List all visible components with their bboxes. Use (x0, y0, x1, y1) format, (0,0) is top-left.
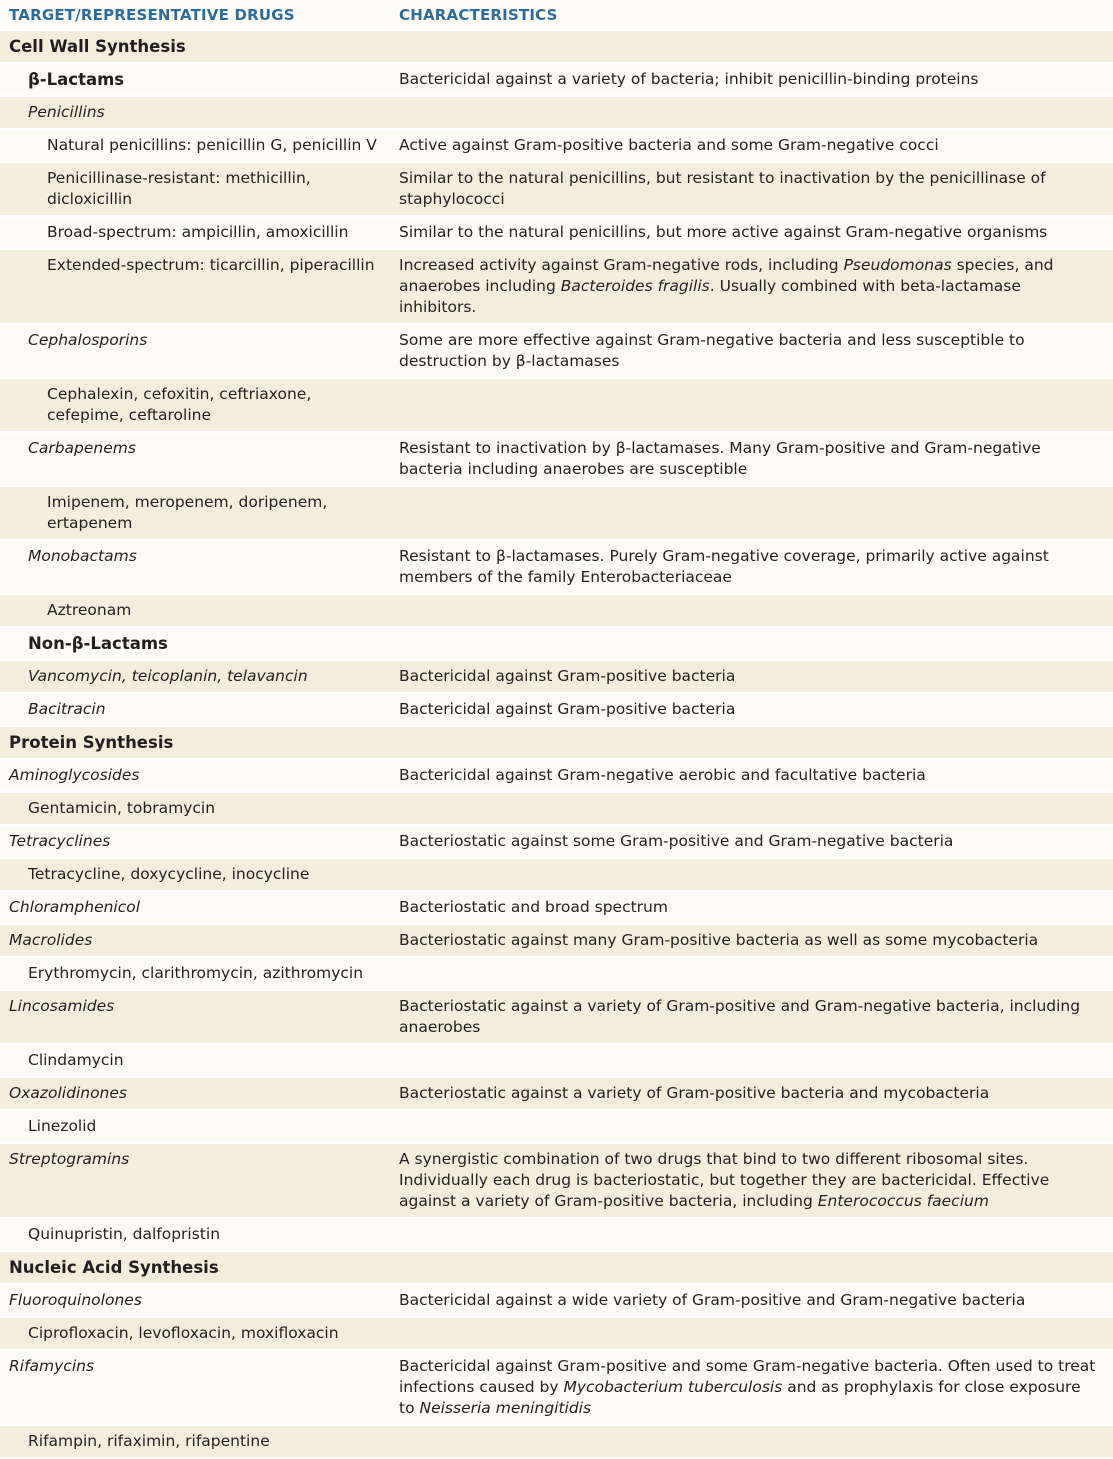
drug-class: Rifamycins (0, 1350, 390, 1425)
drug-class: Bacitracin (0, 693, 390, 726)
text-run: Bactericidal against Gram-positive and some Gram-negative bacteria. Often used to treat infections caused by (399, 1357, 1096, 1396)
table-row (0, 1218, 1113, 1251)
table-row (0, 1284, 1113, 1317)
characteristic-cell (390, 1350, 1113, 1425)
characteristic-cell (390, 1044, 1113, 1077)
table-row (0, 1110, 1113, 1143)
organism-name: Bacteroides fragilis (560, 277, 710, 295)
organism-name: Pseudomonas (843, 256, 952, 274)
drug-names: Cephalexin, cefoxitin, ceftriaxone, cefepime, ceftaroline (0, 378, 390, 432)
table-row (0, 1044, 1113, 1077)
drug-class: Tetracyclines (0, 825, 390, 858)
characteristic-cell (390, 486, 1113, 540)
table-header-row (0, 0, 1113, 30)
table-row (0, 1077, 1113, 1110)
table-row (0, 1317, 1113, 1350)
table-row (0, 924, 1113, 957)
table-row (0, 990, 1113, 1044)
text-run: species, and anaerobes including (399, 256, 1054, 295)
drug-names: Quinupristin, dalfopristin (0, 1218, 390, 1251)
drug-names: Broad-spectrum: ampicillin, amoxicillin (0, 216, 390, 249)
header-characteristics: CHARACTERISTICS (390, 0, 1113, 30)
characteristic-cell: Similar to the natural penicillins, but more active against Gram-negative organisms (390, 216, 1113, 249)
table-row (0, 957, 1113, 990)
table-row (0, 162, 1113, 216)
drug-names: Gentamicin, tobramycin (0, 792, 390, 825)
characteristic-cell (390, 957, 1113, 990)
characteristic-cell (390, 792, 1113, 825)
drug-class: Lincosamides (0, 990, 390, 1044)
drug-class: Chloramphenicol (0, 891, 390, 924)
characteristic-cell (390, 249, 1113, 324)
drug-class: Cephalosporins (0, 324, 390, 378)
characteristic-cell (390, 1251, 1113, 1284)
table-row (0, 96, 1113, 129)
characteristic-cell (390, 627, 1113, 660)
characteristic-cell: Bactericidal against a variety of bacteria; inhibit penicillin-binding proteins (390, 63, 1113, 96)
table-row (0, 1251, 1113, 1284)
characteristic-cell: Bacteriostatic against some Gram-positive and Gram-negative bacteria (390, 825, 1113, 858)
table-row (0, 891, 1113, 924)
section-heading: Nucleic Acid Synthesis (0, 1251, 390, 1284)
drug-class: Macrolides (0, 924, 390, 957)
characteristic-cell (390, 1110, 1113, 1143)
characteristic-cell (390, 726, 1113, 759)
drug-class: Oxazolidinones (0, 1077, 390, 1110)
table-row (0, 1143, 1113, 1218)
text-run: . Usually combined with beta-lactamase inhibitors. (399, 277, 1021, 316)
characteristic-cell: Resistant to inactivation by β-lactamases. Many Gram-positive and Gram-negative bacteria including anaerobes are susceptible (390, 432, 1113, 486)
characteristic-cell (390, 858, 1113, 891)
characteristic-cell: Some are more effective against Gram-negative bacteria and less susceptible to destruction by β-lactamases (390, 324, 1113, 378)
characteristic-cell: Bactericidal against Gram-positive bacteria (390, 693, 1113, 726)
drug-class: Fluoroquinolones (0, 1284, 390, 1317)
drug-class: Aminoglycosides (0, 759, 390, 792)
organism-name: Enterococcus faecium (817, 1192, 989, 1210)
characteristic-cell: Active against Gram-positive bacteria and some Gram-negative cocci (390, 129, 1113, 162)
table-row (0, 594, 1113, 627)
table-row (0, 693, 1113, 726)
drug-names: Clindamycin (0, 1044, 390, 1077)
drug-class: Monobactams (0, 540, 390, 594)
table-row (0, 129, 1113, 162)
drug-names: Penicillinase-resistant: methicillin, dicloxicillin (0, 162, 390, 216)
table-row (0, 486, 1113, 540)
drug-names: Erythromycin, clarithromycin, azithromycin (0, 957, 390, 990)
drug-names: Imipenem, meropenem, doripenem, ertapenem (0, 486, 390, 540)
table-row (0, 660, 1113, 693)
table-row (0, 216, 1113, 249)
characteristic-cell: Bactericidal against Gram-positive bacteria (390, 660, 1113, 693)
characteristic-cell: Bacteriostatic against a variety of Gram-positive and Gram-negative bacteria, including anaerobes (390, 990, 1113, 1044)
table-row (0, 825, 1113, 858)
table-row (0, 30, 1113, 63)
drug-names: Aztreonam (0, 594, 390, 627)
table-row (0, 378, 1113, 432)
drug-names: Tetracycline, doxycycline, inocycline (0, 858, 390, 891)
drug-names: Linezolid (0, 1110, 390, 1143)
section-heading: Protein Synthesis (0, 726, 390, 759)
subsection-heading: β-Lactams (0, 63, 390, 96)
characteristic-cell: Resistant to β-lactamases. Purely Gram-negative coverage, primarily active against members of the family Enterobacteriaceae (390, 540, 1113, 594)
drug-class: Penicillins (0, 96, 390, 129)
table-row (0, 540, 1113, 594)
table-row (0, 249, 1113, 324)
drug-names: Extended-spectrum: ticarcillin, piperacillin (0, 249, 390, 324)
table-row (0, 324, 1113, 378)
subsection-heading: Non-β-Lactams (0, 627, 390, 660)
characteristic-cell (390, 96, 1113, 129)
characteristic-cell (390, 1317, 1113, 1350)
table-row (0, 858, 1113, 891)
table-row (0, 792, 1113, 825)
characteristic-cell (390, 1218, 1113, 1251)
characteristic-cell (390, 30, 1113, 63)
characteristic-cell (390, 1143, 1113, 1218)
table-row (0, 627, 1113, 660)
characteristic-cell (390, 1425, 1113, 1458)
text-run: Increased activity against Gram-negative rods, including (399, 256, 844, 274)
characteristic-cell: Bactericidal against a wide variety of Gram-positive and Gram-negative bacteria (390, 1284, 1113, 1317)
characteristic-cell: Bacteriostatic against a variety of Gram-positive bacteria and mycobacteria (390, 1077, 1113, 1110)
drug-class: Carbapenems (0, 432, 390, 486)
drug-names: Ciprofloxacin, levofloxacin, moxifloxacin (0, 1317, 390, 1350)
characteristic-cell (390, 378, 1113, 432)
characteristic-cell (390, 594, 1113, 627)
characteristic-cell: Similar to the natural penicillins, but resistant to inactivation by the penicillinase of staphylococci (390, 162, 1113, 216)
drug-names: Rifampin, rifaximin, rifapentine (0, 1425, 390, 1458)
drug-class: Streptogramins (0, 1143, 390, 1218)
table-row (0, 726, 1113, 759)
characteristic-cell: Bacteriostatic against many Gram-positive bacteria as well as some mycobacteria (390, 924, 1113, 957)
table-row (0, 1350, 1113, 1425)
section-heading: Cell Wall Synthesis (0, 30, 390, 63)
characteristic-cell: Bactericidal against Gram-negative aerobic and facultative bacteria (390, 759, 1113, 792)
table-row (0, 63, 1113, 96)
drug-class: Vancomycin, teicoplanin, telavancin (0, 660, 390, 693)
header-drugs: TARGET/REPRESENTATIVE DRUGS (0, 0, 390, 30)
text-run: A synergistic combination of two drugs that bind to two different ribosomal sites. Individually each drug is bacteriostatic, but together they are bactericidal. Effective against a variety of Gram-positive bacteria, including (399, 1150, 1050, 1210)
organism-name: Mycobacterium tuberculosis (563, 1378, 783, 1396)
table-row (0, 432, 1113, 486)
organism-name: Neisseria meningitidis (419, 1399, 592, 1417)
drug-names: Natural penicillins: penicillin G, penicillin V (0, 129, 390, 162)
characteristic-cell: Bacteriostatic and broad spectrum (390, 891, 1113, 924)
text-run: and as prophylaxis for close exposure to (399, 1378, 1081, 1417)
table-row (0, 1425, 1113, 1458)
table-row (0, 759, 1113, 792)
